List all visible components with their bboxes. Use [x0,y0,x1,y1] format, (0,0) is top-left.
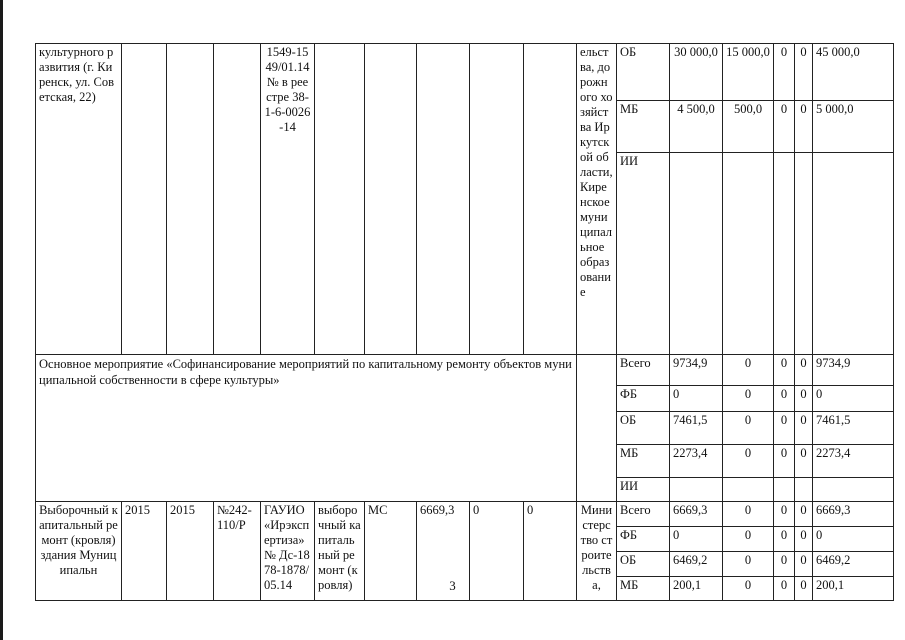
source-label: ОБ [617,412,670,445]
source-label: МБ [617,101,670,153]
total-cell [813,153,894,355]
main-activity-title: Основное мероприятие «Софинансирование мероприятий по капитальному ремонту объектов муниципальной собственности в сфере культуры» [36,355,577,502]
cell-empty [577,355,617,502]
value-cell: 0 [723,355,774,386]
value-cell [795,478,813,502]
value-cell: 0 [795,502,813,527]
value-cell: 9734,9 [670,355,723,386]
value-cell: 0 [795,44,813,101]
cell-empty [214,44,261,355]
source-label: МБ [617,445,670,478]
value-cell [723,478,774,502]
page-number: 3 [449,578,456,593]
value-cell: 0 [774,577,795,601]
source-label: ИИ [617,478,670,502]
page-edge [0,0,3,640]
value-cell: 200,1 [670,577,723,601]
total-cell: 45 000,0 [813,44,894,101]
value-cell: 0 [774,552,795,577]
value-cell [774,153,795,355]
executor: ельства, дорожного хозяйства Иркутской области, Киренское муниципальное образование [577,44,617,355]
object-name: Выборочный капитальный ремонт (кровля) здания Муниципальн [36,502,122,601]
cell-empty [315,44,365,355]
value-cell [774,478,795,502]
work-description: выборочный капитальный ремонт (кровля) [315,502,365,601]
cell-empty [122,44,167,355]
value-cell: 0 [723,445,774,478]
cost-cell: 0 [470,502,524,601]
value-cell: 0 [795,386,813,412]
value-cell: 6469,2 [670,552,723,577]
total-cell: 0 [813,386,894,412]
source-label: Всего [617,502,670,527]
estimated-cost: 6669,3 [417,502,470,601]
cell-empty [417,44,470,355]
value-cell: 0 [774,445,795,478]
document-number: 1549-1549/01.14 № в реестре 38-1-6-0026-14 [261,44,315,355]
source-label: ОБ [617,44,670,101]
value-cell: 0 [795,445,813,478]
total-cell: 7461,5 [813,412,894,445]
source-label: МБ [617,577,670,601]
value-cell [670,478,723,502]
executor: Министерство строительства, [577,502,617,601]
expertise: ГАУИО «Ирэкспертиза» № Дс-1878-1878/05.14 [261,502,315,601]
value-cell: 0 [723,412,774,445]
source-label: ФБ [617,386,670,412]
source-label: ОБ [617,552,670,577]
value-cell: 0 [774,386,795,412]
source-label: ФБ [617,527,670,552]
work-type: МС [365,502,417,601]
value-cell [670,153,723,355]
value-cell: 4 500,0 [670,101,723,153]
value-cell: 0 [723,502,774,527]
cost-cell: 0 [524,502,577,601]
value-cell: 2273,4 [670,445,723,478]
source-label: Всего [617,355,670,386]
total-cell: 6669,3 [813,502,894,527]
year-start: 2015 [122,502,167,601]
total-cell: 5 000,0 [813,101,894,153]
value-cell: 0 [795,101,813,153]
source-label: ИИ [617,153,670,355]
value-cell: 6669,3 [670,502,723,527]
total-cell: 9734,9 [813,355,894,386]
program-table [35,43,894,601]
contract-number: №242-110/Р [214,502,261,601]
value-cell: 0 [670,527,723,552]
value-cell: 0 [723,386,774,412]
value-cell: 0 [795,527,813,552]
value-cell: 0 [723,527,774,552]
total-cell: 6469,2 [813,552,894,577]
object-name: культурного развития (г. Киренск, ул. Советская, 22) [36,44,122,355]
value-cell: 0 [795,412,813,445]
cell-empty [167,44,214,355]
value-cell: 15 000,0 [723,44,774,101]
total-cell [813,478,894,502]
value-cell: 0 [670,386,723,412]
year-end: 2015 [167,502,214,601]
value-cell: 7461,5 [670,412,723,445]
value-cell: 30 000,0 [670,44,723,101]
value-cell [723,153,774,355]
total-cell: 200,1 [813,577,894,601]
value-cell: 0 [774,412,795,445]
total-cell: 0 [813,527,894,552]
value-cell: 0 [774,502,795,527]
value-cell: 0 [795,577,813,601]
value-cell: 0 [774,101,795,153]
cell-empty [524,44,577,355]
value-cell: 0 [774,44,795,101]
value-cell: 0 [723,552,774,577]
value-cell: 0 [723,577,774,601]
total-cell: 2273,4 [813,445,894,478]
value-cell: 0 [774,355,795,386]
value-cell [795,153,813,355]
cell-empty [470,44,524,355]
value-cell: 500,0 [723,101,774,153]
value-cell: 0 [795,552,813,577]
value-cell: 0 [795,355,813,386]
value-cell: 0 [774,527,795,552]
cell-empty [365,44,417,355]
